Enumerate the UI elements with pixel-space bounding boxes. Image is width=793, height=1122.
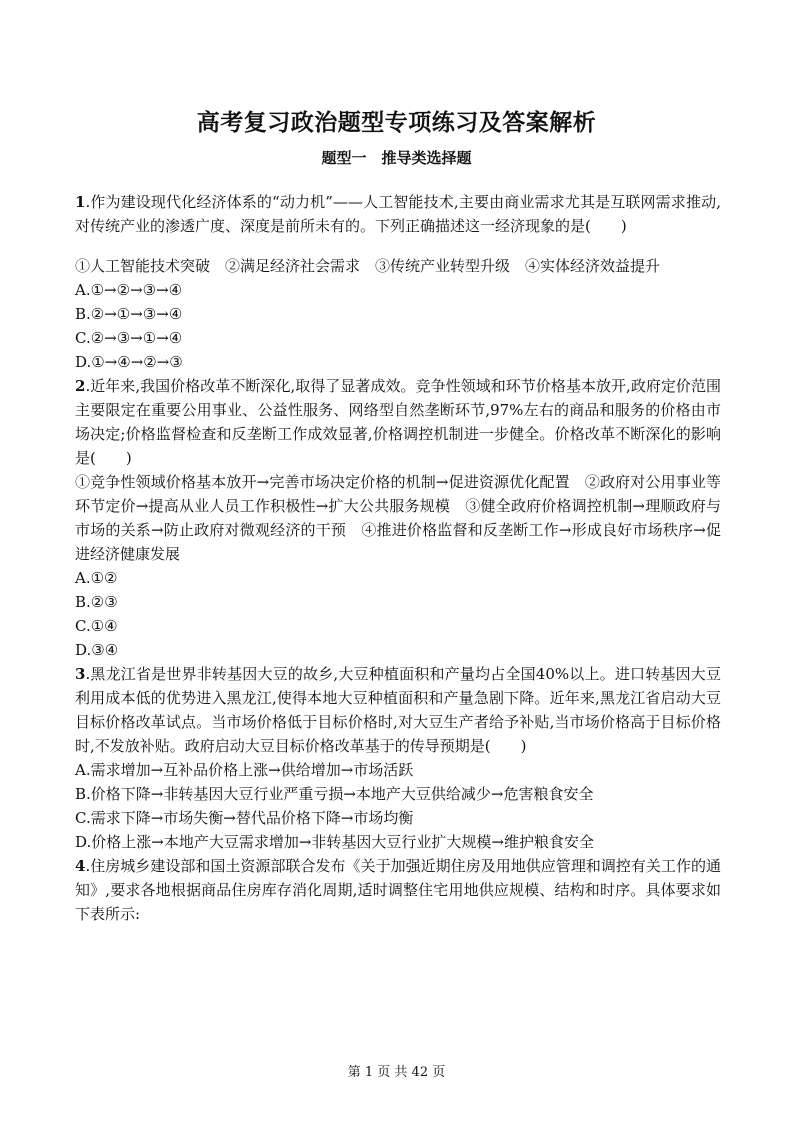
question-2-stem: 2.近年来,我国价格改革不断深化,取得了显著成效。竞争性领域和环节价格基本放开,政府定价范围主要限定在重要公用事业、公益性服务、网络型自然垄断环节,97%左右的商品和服务的价格由市场决定;价格监督检查和反垄断工作成效显著,价格调控机制进一步健全。价格改革不断深化的影响是( ) <box>75 377 721 467</box>
question-1-option-d: D.①→④→②→③ <box>75 353 183 371</box>
question-1-option-b: B.②→①→③→④ <box>75 305 183 323</box>
question-3-number: 3 <box>75 665 86 683</box>
question-3-option-a: A.需求增加→互补品价格上涨→供给增加→市场活跃 <box>75 761 414 779</box>
question-3-option-b: B.价格下降→非转基因大豆行业严重亏损→本地产大豆供给减少→危害粮食安全 <box>75 785 594 803</box>
question-3-option-c: C.需求下降→市场失衡→替代品价格下降→市场均衡 <box>75 809 414 827</box>
question-2-option-a: A.①② <box>75 569 118 587</box>
question-1-number: 1 <box>75 193 86 211</box>
question-list <box>75 190 721 926</box>
spacer <box>75 238 721 254</box>
question-1 <box>75 190 721 374</box>
question-2 <box>75 374 721 662</box>
question-2-option-d: D.③④ <box>75 641 119 659</box>
question-1-option-c: C.②→③→①→④ <box>75 329 183 347</box>
page-title: 高考复习政治题型专项练习及答案解析 <box>196 109 597 136</box>
question-4-number: 4 <box>75 857 86 875</box>
question-4 <box>75 854 721 926</box>
question-2-option-c: C.①④ <box>75 617 118 635</box>
question-1-stem: 1.作为建设现代化经济体系的“动力机”——人工智能技术,主要由商业需求尤其是互联网需求推动,对传统产业的渗透广度、深度是前所未有的。下列正确描述这一经济现象的是( ) <box>75 193 721 235</box>
question-1-option-a: A.①→②→③→④ <box>75 281 183 299</box>
question-4-stem: 4.住房城乡建设部和国土资源部联合发布《关于加强近期住房及用地供应管理和调控有关工作的通知》,要求各地根据商品住房库存消化周期,适时调整住宅用地供应规模、结构和时序。具体要求如下表所示: <box>75 857 721 923</box>
question-2-number: 2 <box>75 377 86 395</box>
page-footer: 第 1 页 共 42 页 <box>347 1065 446 1080</box>
question-3-stem: 3.黑龙江省是世界非转基因大豆的故乡,大豆种植面积和产量均占全国40%以上。进口转基因大豆利用成本低的优势进入黑龙江,使得本地大豆种植面积和产量急剧下降。近年来,黑龙江省启动大豆目标价格改革试点。当市场价格低于目标价格时,对大豆生产者给予补贴,当市场价格高于目标价格时,不发放补贴。政府启动大豆目标价格改革基于的传导预期是( ) <box>75 665 721 755</box>
question-2-option-b: B.②③ <box>75 593 118 611</box>
question-1-statements: ①人工智能技术突破 ②满足经济社会需求 ③传统产业转型升级 ④实体经济效益提升 <box>75 257 661 275</box>
section-subtitle: 题型一 推导类选择题 <box>321 149 472 167</box>
question-3-option-d: D.价格上涨→本地产大豆需求增加→非转基因大豆行业扩大规模→维护粮食安全 <box>75 833 594 851</box>
question-3 <box>75 662 721 854</box>
question-2-statements: ①竞争性领域价格基本放开→完善市场决定价格的机制→促进资源优化配置 ②政府对公用事业等环节定价→提高从业人员工作积极性→扩大公共服务规模 ③健全政府价格调控机制→理顺政府与市场的关系→防止政府对微观经济的干预 ④推进价格监督和反垄断工作→形成良好市场秩序→促进经济健康发展 <box>75 473 721 563</box>
